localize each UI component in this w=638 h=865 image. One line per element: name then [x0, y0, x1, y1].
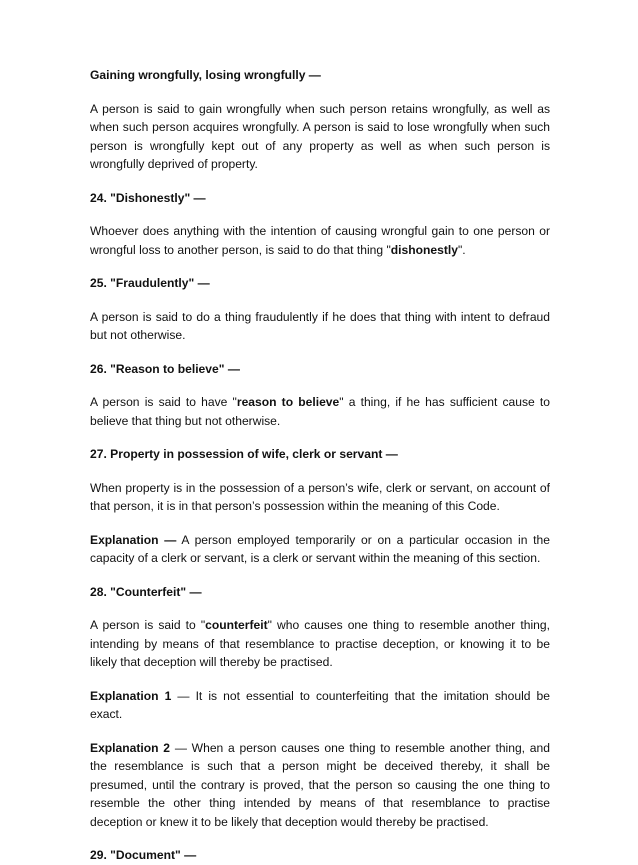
- explanation-text: — It is not essential to counterfeiting that the imitation should be exact.: [90, 688, 550, 721]
- section-heading-26: 26. "Reason to believe" —: [90, 361, 240, 376]
- explanation-text: A person employed temporarily or on a particular occasion in the capacity of a clerk or servant, is a clerk or servant within the meaning of this section.: [90, 532, 550, 565]
- explanation-text: — When a person causes one thing to resemble another thing, and the resemblance is such that a person might be deceived thereby, it shall be presumed, until the contrary is proved, that the person so causing the one thing to resemble the other thing intended by means of that resemblance to practise deception or knew it to be likely that deception would thereby be practised.: [90, 740, 550, 829]
- section-body-gain-loss: A person is said to gain wrongfully when such person retains wrongfully, as well as when such person acquires wrongfully. A person is said to lose wrongfully when such person is wrongfully kept out of any property as well as when such person is wrongfully deprived of property.: [90, 101, 550, 171]
- defined-term: dishonestly: [390, 242, 458, 257]
- body-text: A person is said to have ": [90, 395, 237, 409]
- section-heading-gain-loss: Gaining wrongfully, losing wrongfully —: [90, 68, 321, 82]
- section-heading-29: 29. "Document" —: [90, 848, 197, 862]
- body-text: " who causes one thing to resemble another thing, intending by means of that resemblance to practise deception, or knowing it to be likely that deception will thereby be practised.: [90, 618, 550, 669]
- section-body-27: When property is in the possession of a person’s wife, clerk or servant, on account of that person, it is in that person’s possession within the meaning of this Code.: [90, 480, 550, 513]
- section-heading-25: 25. "Fraudulently" —: [90, 276, 210, 290]
- body-text: ".: [457, 242, 466, 257]
- explanation-label: Explanation 1: [90, 688, 172, 703]
- section-explanation-28-2: [90, 739, 550, 832]
- section-body-26: [90, 393, 550, 430]
- section-body-24: [90, 222, 550, 259]
- section-heading-27: 27. Property in possession of wife, clerk or servant —: [90, 447, 398, 461]
- section-heading-28: 28. "Counterfeit" —: [90, 584, 202, 599]
- body-text: " a thing, if he has sufficient cause to believe that thing but not otherwise.: [90, 395, 550, 428]
- defined-term: reason to believe: [236, 395, 340, 409]
- explanation-label: Explanation 2: [90, 740, 171, 755]
- section-explanation-27: [90, 531, 550, 568]
- section-body-28: [90, 616, 550, 672]
- defined-term: counterfeit: [205, 618, 268, 632]
- section-heading-24: 24. "Dishonestly" —: [90, 190, 206, 205]
- body-text: A person is said to ": [90, 618, 206, 632]
- section-explanation-28-1: [90, 687, 550, 724]
- explanation-label: Explanation —: [90, 532, 177, 547]
- body-text: Whoever does anything with the intention of causing wrongful gain to one person or wrongful loss to another person, is said to do that thing ": [90, 224, 550, 257]
- section-body-25: A person is said to do a thing fraudulently if he does that thing with intent to defraud but not otherwise.: [90, 309, 550, 342]
